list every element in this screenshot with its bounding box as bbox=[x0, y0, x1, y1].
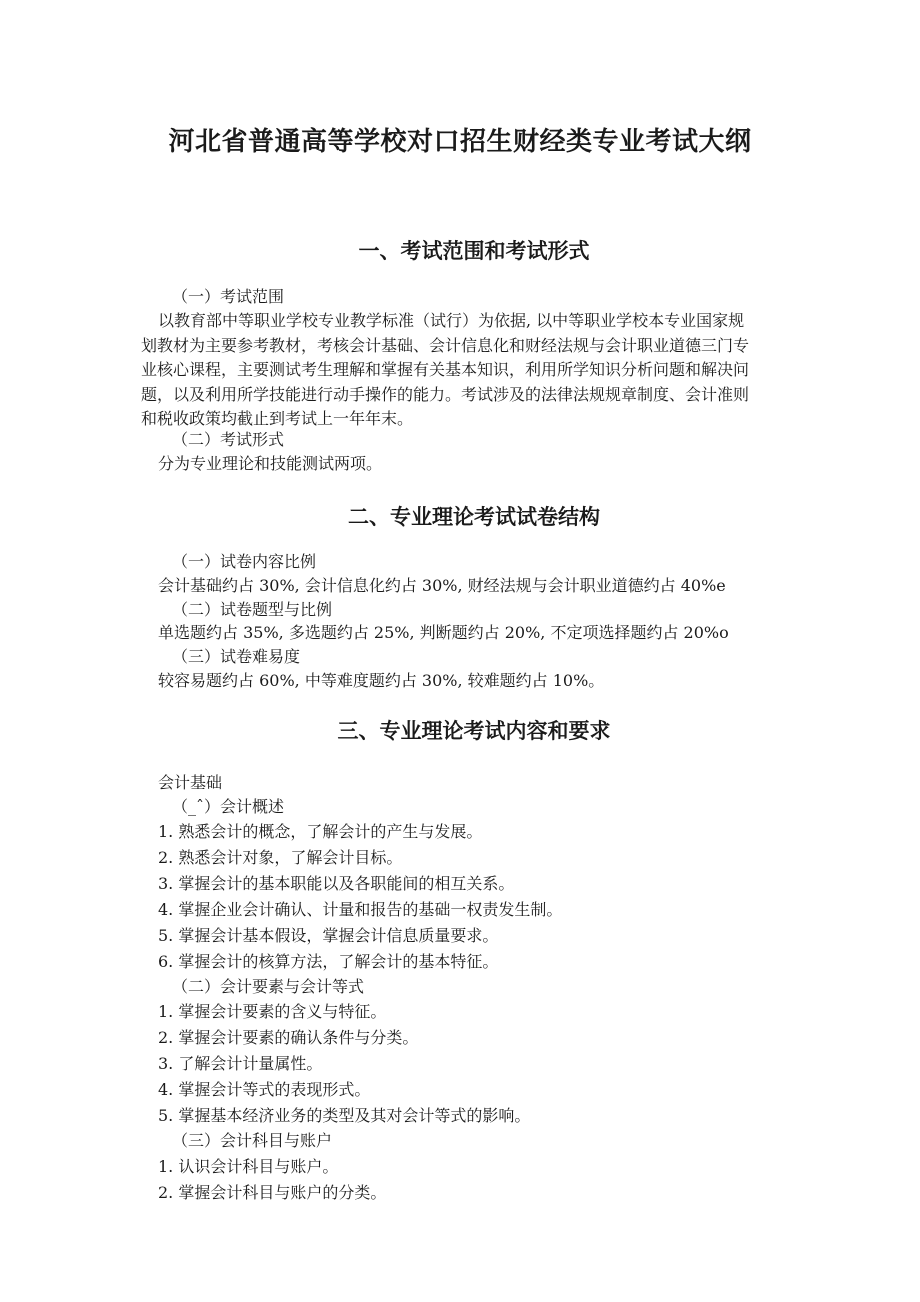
section-2-sub-3: （三）试卷难易度 bbox=[172, 647, 301, 666]
chapter-1-title: （_ˆ）会计概述 bbox=[172, 797, 285, 816]
section-3-heading: 三、专业理论考试内容和要求 bbox=[337, 719, 611, 743]
difficulty-text: 较容易题约占 60%, 中等难度题约占 30%, 较难题约占 10%。 bbox=[158, 671, 605, 690]
paragraph-line: 以教育部中等职业学校专业教学标准（试行）为依据, 以中等职业学校本专业国家规 bbox=[158, 311, 745, 330]
chapter-3-item: 2. 掌握会计科目与账户的分类。 bbox=[158, 1183, 387, 1202]
chapter-2-item: 4. 掌握会计等式的表现形式。 bbox=[158, 1080, 371, 1099]
chapter-3-title: （三）会计科目与账户 bbox=[172, 1131, 333, 1150]
chapter-2-item: 2. 掌握会计要素的确认条件与分类。 bbox=[158, 1028, 419, 1047]
chapter-1-item: 4. 掌握企业会计确认、计量和报告的基础一权责发生制。 bbox=[158, 900, 563, 919]
section-2-sub-1: （一）试卷内容比例 bbox=[172, 552, 317, 571]
section-1-sub-2: （二）考试形式 bbox=[172, 430, 285, 449]
exam-form-text: 分为专业理论和技能测试两项。 bbox=[158, 454, 383, 473]
chapter-1-item: 5. 掌握会计基本假设，掌握会计信息质量要求。 bbox=[158, 926, 499, 945]
section-1-sub-1: （一）考试范围 bbox=[172, 287, 285, 306]
paragraph-line: 业核心课程，主要测试考生理解和掌握有关基本知识，利用所学知识分析问题和解决问 bbox=[141, 360, 750, 379]
chapter-2-item: 3. 了解会计计量属性。 bbox=[158, 1054, 323, 1073]
course-name: 会计基础 bbox=[158, 773, 223, 792]
section-2-sub-2: （二）试卷题型与比例 bbox=[172, 600, 333, 619]
question-type-text: 单选题约占 35%, 多选题约占 25%, 判断题约占 20%, 不定项选择题约占 20%o bbox=[158, 623, 729, 642]
paragraph-line: 题，以及利用所学技能进行动手操作的能力。考试涉及的法律法规规章制度、会计准则 bbox=[141, 384, 750, 404]
chapter-1-item: 2. 熟悉会计对象，了解会计目标。 bbox=[158, 848, 403, 867]
paragraph-line: 和税收政策均截止到考试上一年年末。 bbox=[141, 409, 414, 428]
chapter-2-title: （二）会计要素与会计等式 bbox=[172, 977, 365, 996]
chapter-1-item: 1. 熟悉会计的概念，了解会计的产生与发展。 bbox=[158, 822, 483, 841]
section-1-paragraph bbox=[141, 309, 831, 432]
paragraph-line: 划教材为主要参考教材，考核会计基础、会计信息化和财经法规与会计职业道德三门专 bbox=[141, 335, 750, 355]
chapter-3-item: 1. 认识会计科目与账户。 bbox=[158, 1157, 339, 1176]
document-title: 河北省普通高等学校对口招生财经类专业考试大纲 bbox=[168, 127, 752, 157]
section-2-heading: 二、专业理论考试试卷结构 bbox=[348, 505, 600, 529]
chapter-2-item: 1. 掌握会计要素的含义与特征。 bbox=[158, 1002, 387, 1021]
chapter-1-item: 6. 掌握会计的核算方法，了解会计的基本特征。 bbox=[158, 952, 499, 971]
chapter-2-item: 5. 掌握基本经济业务的类型及其对会计等式的影响。 bbox=[158, 1106, 531, 1125]
section-1-heading: 一、考试范围和考试形式 bbox=[358, 239, 590, 263]
content-ratio-text: 会计基础约占 30%, 会计信息化约占 30%, 财经法规与会计职业道德约占 40%e bbox=[158, 576, 726, 595]
chapter-1-item: 3. 掌握会计的基本职能以及各职能间的相互关系。 bbox=[158, 874, 515, 893]
